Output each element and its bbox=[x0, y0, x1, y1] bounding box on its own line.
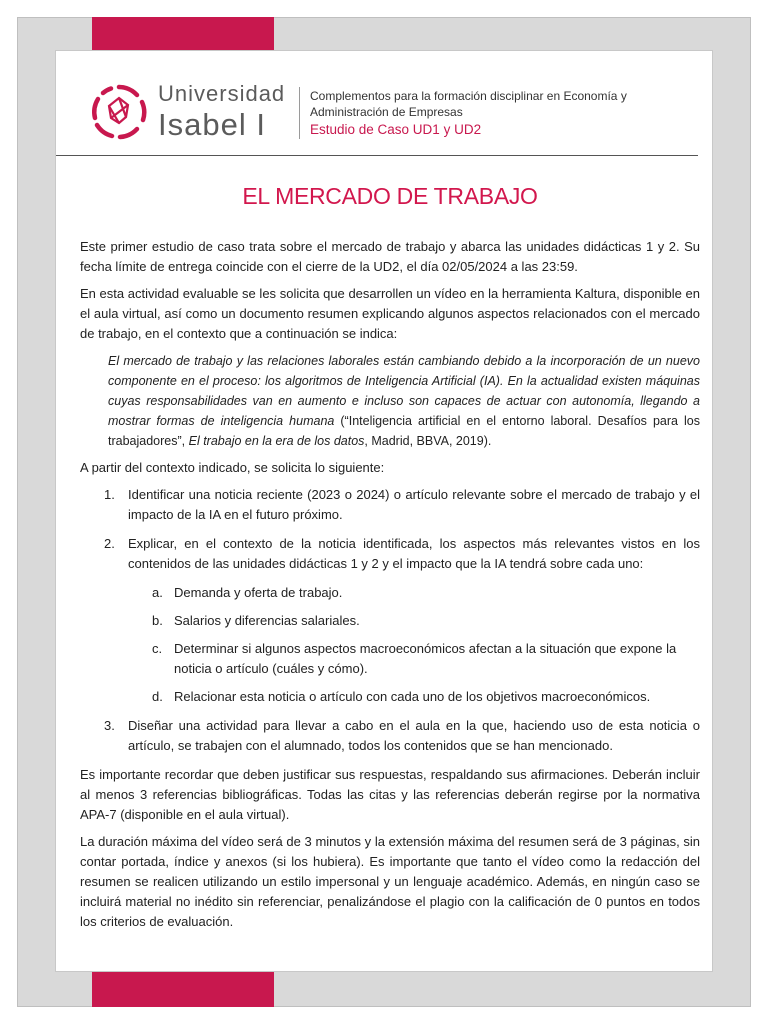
task-text: Identificar una noticia reciente (2023 o 2024) o artículo relevante sobre el mercado de trabajo y el impacto de la IA en el futuro próximo. bbox=[128, 487, 700, 522]
task-text: Diseñar una actividad para llevar a cabo en el aula en la que, haciendo uso de esta noticia o artículo, se trabajen con el alumnado, todos los contenidos que se han mencionado. bbox=[128, 718, 700, 753]
university-wordmark bbox=[158, 83, 285, 140]
subtask-letter: b. bbox=[152, 613, 163, 628]
task-item-2 bbox=[80, 534, 700, 707]
request-intro: A partir del contexto indicado, se solicita lo siguiente: bbox=[80, 460, 385, 475]
subtask-text: Demanda y oferta de trabajo. bbox=[174, 585, 343, 600]
subtask-text: Determinar si algunos aspectos macroeconómicos afectan a la situación que expone la noticia o artículo (cuáles y cómo). bbox=[174, 641, 677, 676]
case-study-title: Estudio de Caso UD1 y UD2 bbox=[310, 122, 482, 137]
course-name-line1: Complementos para la formación disciplinar en Economía y bbox=[310, 89, 627, 103]
subtask-item-c bbox=[128, 639, 700, 679]
task-number: 3. bbox=[104, 718, 115, 733]
subtask-letter: a. bbox=[152, 585, 163, 600]
page-header bbox=[56, 51, 712, 157]
subtask-text: Salarios y diferencias salariales. bbox=[174, 613, 360, 628]
university-logo-icon bbox=[90, 83, 148, 141]
subtask-item-a bbox=[128, 583, 700, 603]
intro-paragraph: Este primer estudio de caso trata sobre el mercado de trabajo y abarca las unidades didácticas 1 y 2. Su fecha límite de entrega coincide con el cierre de la UD2, el día 02/05/2024 a las 23:59. bbox=[80, 239, 700, 274]
task-text: Explicar, en el contexto de la noticia identificada, los aspectos más relevantes vistos en los contenidos de las unidades didácticas 1 y 2 y el impacto que la IA tendrá sobre cada uno: bbox=[128, 536, 700, 571]
page-title: EL MERCADO DE TRABAJO bbox=[242, 183, 538, 209]
quote-source-1: (“Inteligencia artificial en el entorno laboral. Desafíos para los trabajadores”, bbox=[108, 414, 701, 448]
task-list bbox=[80, 485, 700, 756]
quote-source-2: , Madrid, BBVA, 2019). bbox=[364, 434, 492, 448]
course-info bbox=[310, 88, 690, 140]
context-quote bbox=[108, 351, 700, 451]
subtask-letter: c. bbox=[152, 641, 163, 656]
references-paragraph: Es importante recordar que deben justificar sus respuestas, respaldando sus afirmaciones. Deberán incluir al menos 3 referencias bibliográficas. Todas las citas y las referencias deberán regirse por la normativa APA-7 (disponible en el aula virtual). bbox=[80, 767, 700, 822]
course-name-line2: Administración de Empresas bbox=[310, 105, 463, 119]
subtask-text: Relacionar esta noticia o artículo con cada uno de los objetivos macroeconómicos. bbox=[174, 689, 651, 704]
activity-paragraph: En esta actividad evaluable se les solicita que desarrollen un vídeo en la herramienta Kaltura, disponible en el aula virtual, así como un documento resumen explicando algunos aspectos relacionados con el mercado de trabajo, en el contexto que a continuación se indica: bbox=[80, 286, 700, 341]
task-number: 1. bbox=[104, 487, 115, 502]
wordmark-universidad: Universidad bbox=[158, 81, 286, 106]
task-number: 2. bbox=[104, 536, 115, 551]
header-divider bbox=[299, 87, 300, 139]
document-page bbox=[55, 50, 713, 972]
bottom-brand-band bbox=[92, 971, 274, 1007]
quote-text: El mercado de trabajo y las relaciones laborales están cambiando debido a la incorporación de un nuevo componente en el proceso: los algoritmos de Inteligencia Artificial (IA). En la actualidad existen máquinas cuyas responsabilidades van en aumento e incluso son capaces de actuar con autonomía, llegando a mostrar formas de inteligencia humana bbox=[108, 354, 700, 428]
task-item-1 bbox=[80, 485, 700, 525]
subtask-list bbox=[128, 583, 700, 707]
wordmark-isabel: Isabel I bbox=[158, 107, 266, 142]
duration-paragraph: La duración máxima del vídeo será de 3 minutos y la extensión máxima del resumen será de 3 páginas, sin contar portada, índice y anexos (si los hubiera). Es importante que tanto el vídeo como la redacción del resumen se realicen utilizando un estilo impersonal y un lenguaje académico. Además, en ningún caso se incluirá material no inédito sin referenciar, penalizándose el plagio con la calificación de 0 puntos en todos los criterios de evaluación. bbox=[80, 834, 700, 929]
subtask-item-b bbox=[128, 611, 700, 631]
header-rule bbox=[56, 155, 698, 156]
task-item-3 bbox=[80, 716, 700, 756]
subtask-item-d bbox=[128, 687, 700, 707]
subtask-letter: d. bbox=[152, 689, 163, 704]
document-body bbox=[80, 181, 700, 939]
quote-source-title: El trabajo en la era de los datos bbox=[188, 434, 365, 448]
